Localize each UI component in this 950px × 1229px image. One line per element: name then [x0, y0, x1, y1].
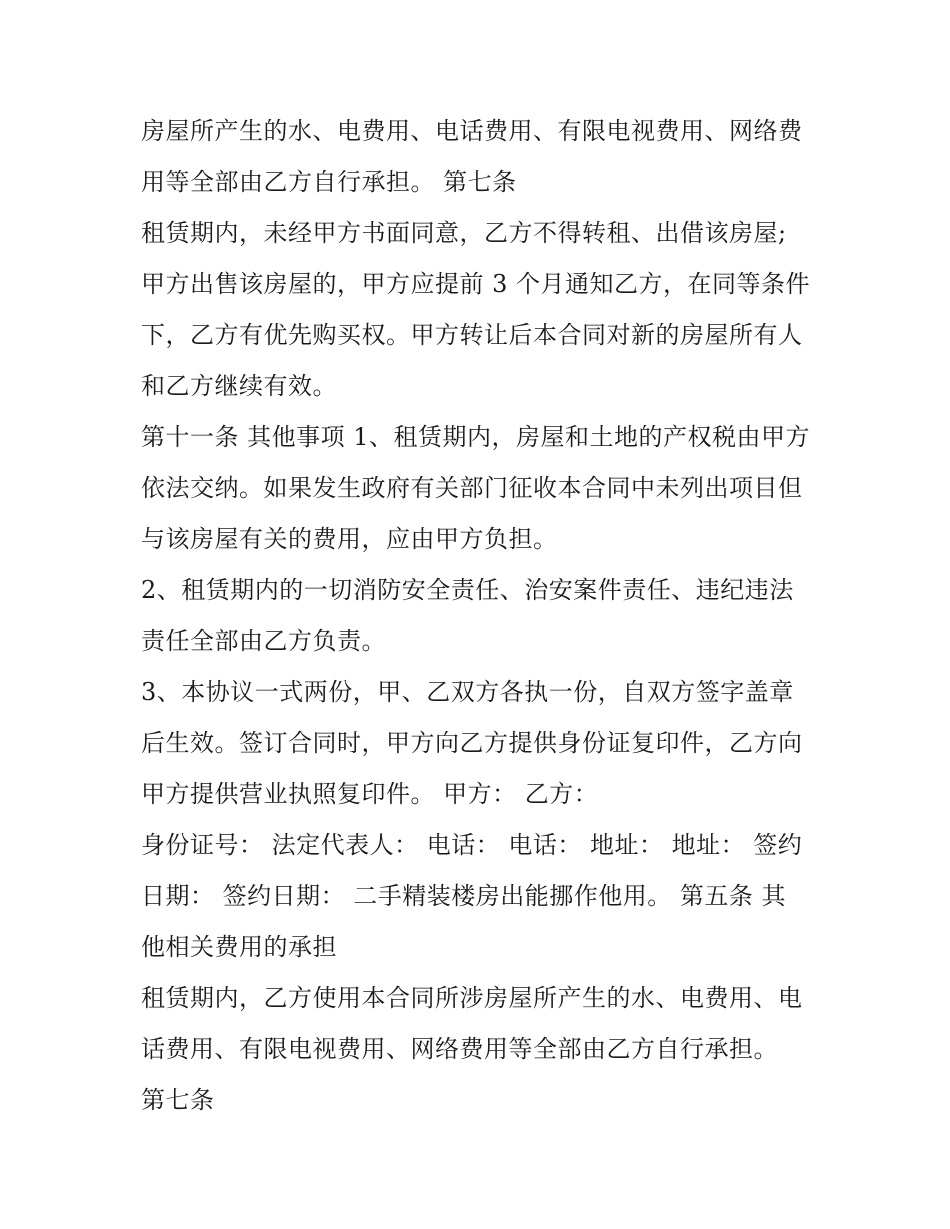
text-line: 和乙方继续有效。 [141, 372, 337, 400]
text-line: 第七条 [141, 1086, 215, 1114]
text-line: 甲方提供营业执照复印件。 甲方： 乙方： [141, 780, 599, 808]
text-line: 日期： 签约日期： 二手精装楼房出能挪作他用。 第五条 其 [141, 882, 787, 910]
text-line: 3、本协议一式两份，甲、乙双方各执一份，自双方签字盖章 [141, 678, 794, 706]
text-line: 责任全部由乙方负责。 [141, 627, 386, 655]
text-line: 他相关费用的承担 [141, 933, 337, 961]
text-line: 与该房屋有关的费用，应由甲方负担。 [141, 525, 558, 553]
text-line: 房屋所产生的水、电费用、电话费用、有限电视费用、网络费 [141, 117, 803, 145]
text-line: 话费用、有限电视费用、网络费用等全部由乙方自行承担。 [141, 1035, 778, 1063]
text-line: 甲方出售该房屋的，甲方应提前 3 个月通知乙方，在同等条件 [141, 270, 811, 298]
document-body [141, 106, 821, 1126]
text-line: 租赁期内，乙方使用本合同所涉房屋所产生的水、电费用、电 [141, 984, 803, 1012]
text-line: 依法交纳。如果发生政府有关部门征收本合同中未列出项目但 [141, 474, 803, 502]
text-line: 2、租赁期内的一切消防安全责任、治安案件责任、违纪违法 [141, 576, 794, 604]
text-line: 用等全部由乙方自行承担。 第七条 [141, 168, 517, 196]
text-line: 身份证号： 法定代表人： 电话： 电话： 地址： 地址： 签约 [141, 831, 803, 859]
text-line: 第十一条 其他事项 1、租赁期内，房屋和土地的产权税由甲方 [141, 423, 811, 451]
text-line: 后生效。签订合同时，甲方向乙方提供身份证复印件，乙方向 [141, 729, 803, 757]
text-line: 租赁期内，未经甲方书面同意，乙方不得转租、出借该房屋; [141, 219, 787, 247]
text-line: 下，乙方有优先购买权。甲方转让后本合同对新的房屋所有人 [141, 321, 803, 349]
